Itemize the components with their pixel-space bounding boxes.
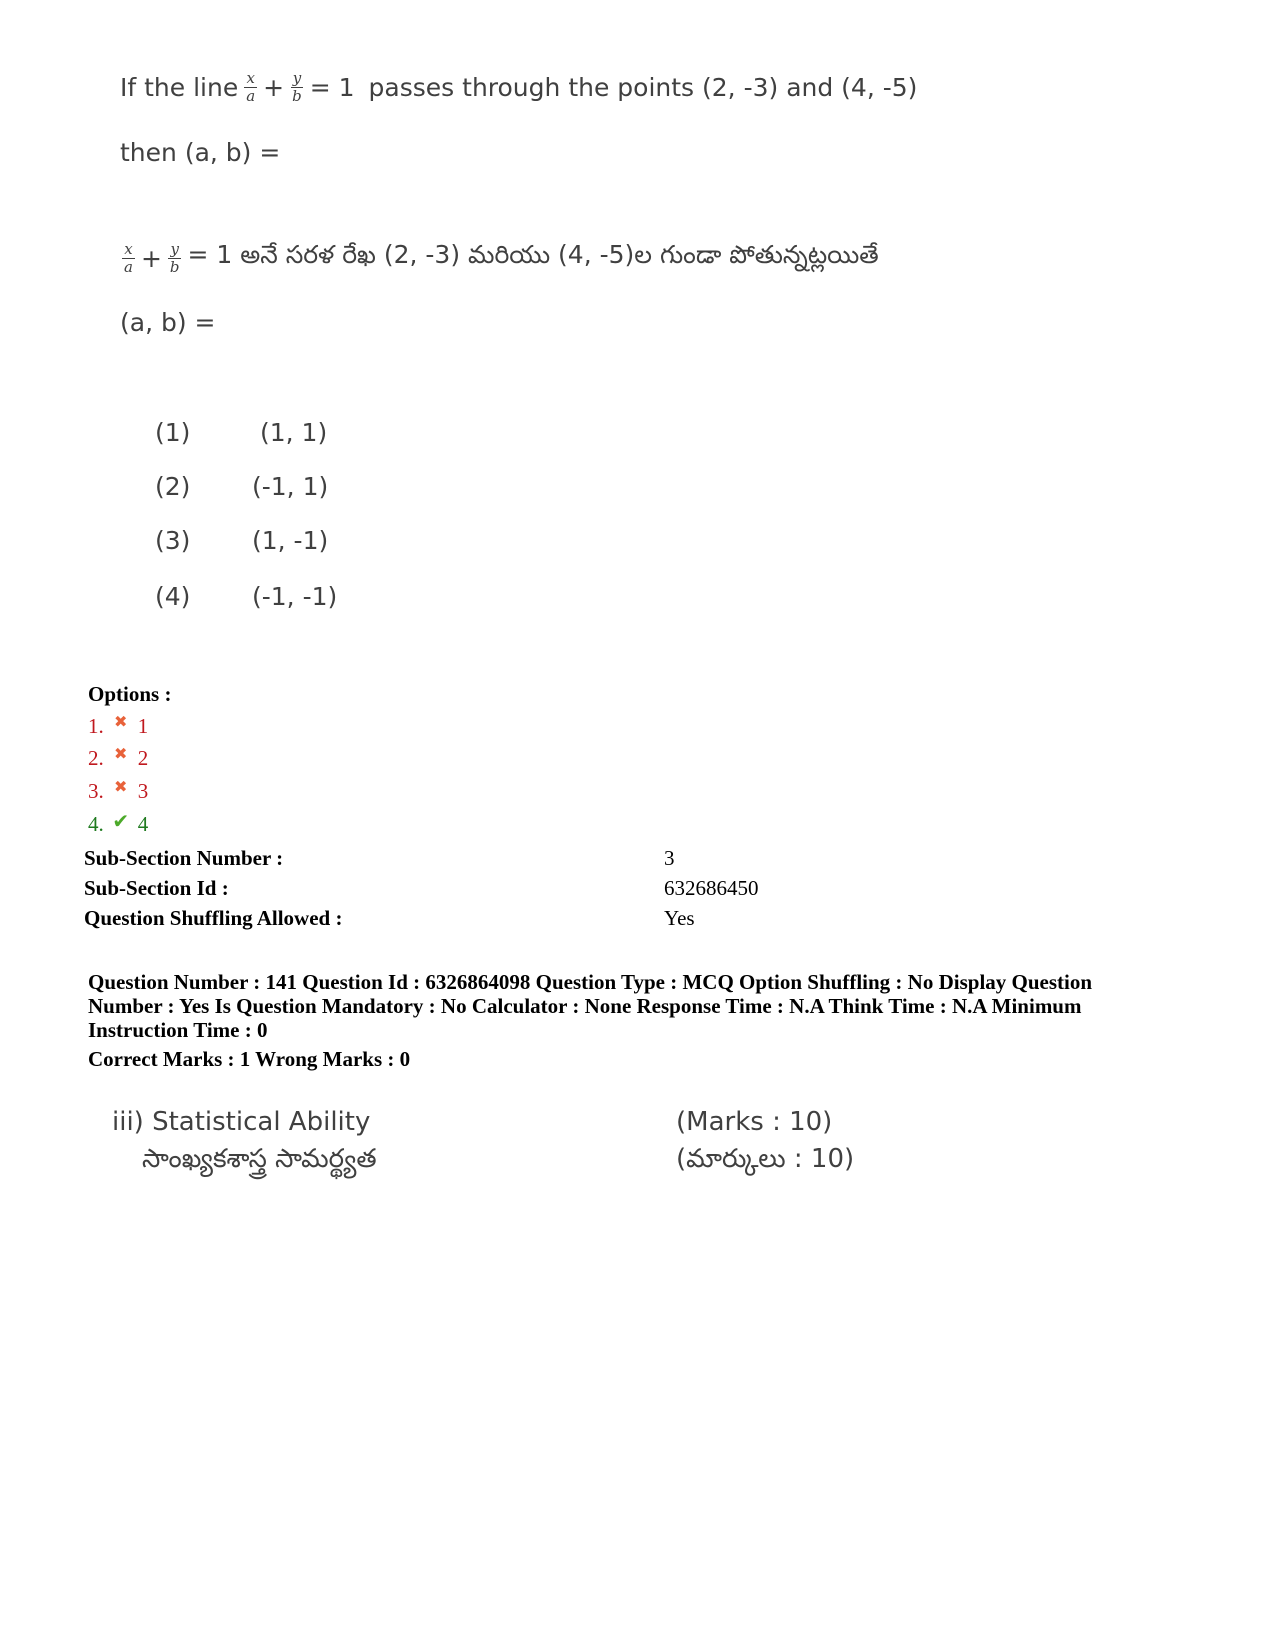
option-label: 1 [137, 714, 149, 738]
cross-icon: ✖ [114, 745, 128, 763]
option-index: 3. [88, 779, 104, 803]
fraction-y-over-b-te: $\frac{y}{b}$ [169, 239, 180, 276]
choice-value: (1, -1) [252, 526, 329, 555]
question-prefix: If the line [120, 73, 239, 102]
option-item-correct [88, 812, 148, 837]
choice-number: (4) [155, 582, 191, 611]
section-title-te: సాంఖ్యకశాస్త్ర సామర్థ్యత [142, 1144, 377, 1174]
subsection-number-value: 3 [664, 846, 675, 870]
section-marks-en: (Marks : 10) [676, 1107, 833, 1137]
question-shuffling-value: Yes [664, 906, 695, 930]
question-details: Question Number : 141 Question Id : 6326864098 Question Type : MCQ Option Shuffling : No Display Question Number : Yes Is Question Mandatory : No Calculator : None Response Time : N.A Think Time : N.A Minimum Instruction Time : 0 [88, 970, 1093, 1042]
question-line-en [120, 70, 917, 105]
section-title-en: iii) Statistical Ability [112, 1107, 371, 1137]
choice-value: (-1, 1) [252, 472, 329, 501]
option-index: 1. [88, 714, 104, 738]
question-suffix: passes through the points (2, -3) and (4, -5) [368, 73, 918, 102]
choice-number: (2) [155, 472, 191, 501]
marks-info: Correct Marks : 1 Wrong Marks : 0 [88, 1047, 411, 1071]
choice-value: (-1, -1) [252, 582, 338, 611]
options-heading: Options : [88, 682, 172, 706]
equals-one: = 1 [309, 73, 355, 102]
choice-value: (1, 1) [260, 418, 328, 447]
choice-number: (3) [155, 526, 191, 555]
cross-icon: ✖ [114, 778, 128, 796]
choice-number: (1) [155, 418, 191, 447]
question-suffix-te: = 1 అనే సరళ రేఖ (2, -3) మరియు (4, -5)ల గుండా పోతున్నట్లయితే [187, 240, 879, 269]
option-item [88, 746, 148, 771]
question-line-en-2: then (a, b) = [120, 138, 281, 167]
option-index: 4. [88, 812, 104, 836]
subsection-number-label: Sub-Section Number : [84, 846, 284, 870]
option-item [88, 714, 148, 739]
question-line-te [120, 240, 879, 276]
option-label: 4 [137, 812, 149, 836]
option-label: 3 [137, 779, 149, 803]
option-label: 2 [137, 746, 149, 770]
section-marks-te: (మార్కులు : 10) [676, 1144, 855, 1174]
question-shuffling-label: Question Shuffling Allowed : [84, 906, 343, 930]
subsection-id-value: 632686450 [664, 876, 759, 900]
subsection-id-label: Sub-Section Id : [84, 876, 229, 900]
fraction-y-over-b: $\frac{y}{b}$ [292, 69, 302, 105]
question-line-te-2: (a, b) = [120, 308, 216, 337]
fraction-x-over-a: $\frac{x}{a}$ [246, 69, 256, 105]
option-item [88, 779, 148, 804]
check-icon: ✔ [112, 811, 130, 833]
plus-sign-te: + [140, 243, 162, 273]
plus-sign: + [263, 73, 285, 102]
fraction-x-over-a-te: $\frac{x}{a}$ [124, 239, 133, 276]
option-index: 2. [88, 746, 104, 770]
cross-icon: ✖ [114, 713, 128, 731]
